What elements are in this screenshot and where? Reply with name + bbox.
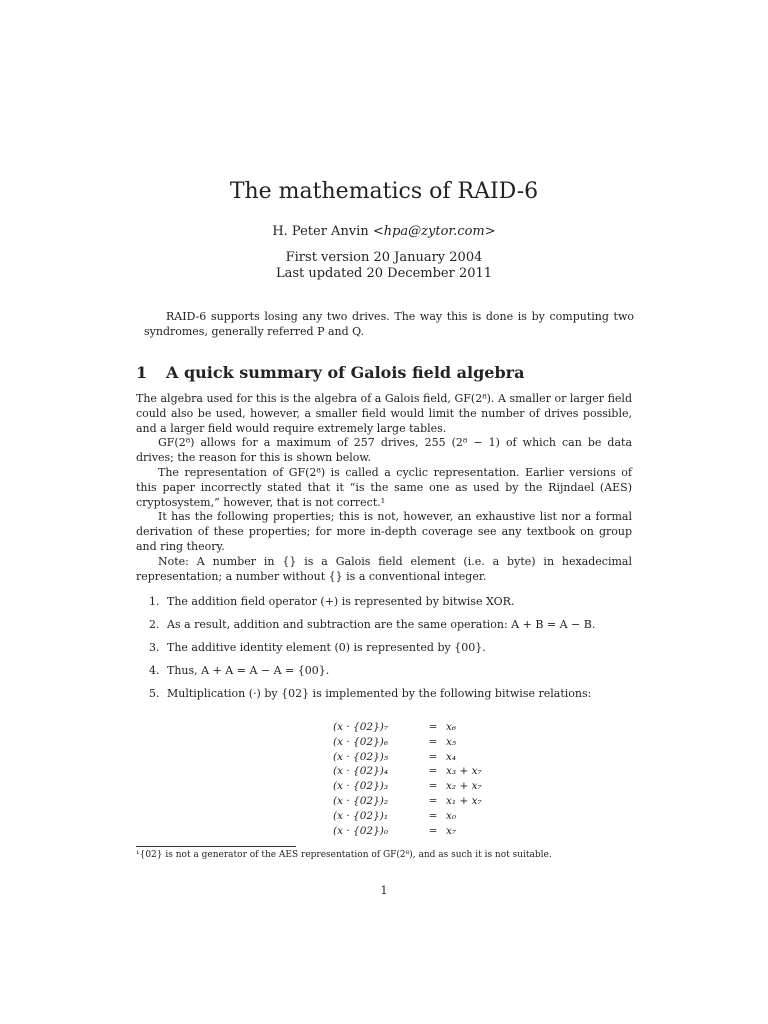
section-body [136,392,632,584]
equation-rhs: x₃ + x₇ [446,765,482,778]
equation-row [333,735,482,750]
equation-row [333,794,482,809]
paper-title: The mathematics of RAID-6 [229,179,539,204]
equation-lhs: (x · {02})₁ [333,809,389,822]
equation-row [333,809,482,824]
equation-lhs: (x · {02})₃ [333,780,389,793]
equation-rhs: x₂ + x₇ [446,780,482,793]
list-number: 3. [149,641,160,654]
list-text: As a result, addition and subtraction are the same operation: A + B = A − B. [167,618,596,631]
equation-lhs: (x · {02})₂ [333,794,389,807]
author-email: <hpa@zytor.com> [372,224,496,239]
equals-sign: = [428,721,438,733]
equals-sign: = [428,750,438,763]
equals-sign: = [428,765,438,778]
paragraph: Note: A number in {} is a Galois field element (i.e. a byte) in hexadecimal representation; a number without {} is a conventional integer. [136,554,632,583]
list-text: The addition field operator (+) is represented by bitwise XOR. [167,595,515,608]
equation-lhs: (x · {02})₄ [333,765,389,778]
first-version-date: First version 20 January 2004 [285,250,483,265]
paragraph: GF(2⁸) allows for a maximum of 257 drives, 255 (2⁸ − 1) of which can be data drives; the reason for this is shown below. [136,436,632,465]
list-item [149,641,639,664]
author-line [0,223,768,240]
equation-rhs: x₀ [446,809,457,822]
equation-rhs: x₆ [446,721,457,733]
properties-list [149,595,639,710]
equation-lhs: (x · {02})₀ [333,824,389,837]
paragraph: The algebra used for this is the algebra of a Galois field, GF(2⁸). A smaller or larger field could also be used, however, a smaller field would limit the number of drives possible, and a larger field would require extremely large tables. [136,392,632,435]
equation-row [333,720,482,735]
list-item [149,595,639,618]
list-text: Thus, A + A = A − A = {00}. [167,664,330,677]
author-name: H. Peter Anvin [272,224,369,239]
section-heading [136,362,636,384]
equals-sign: = [428,780,438,793]
equation-lhs: (x · {02})₅ [333,750,389,763]
equation-row [333,779,482,794]
list-text: Multiplication (·) by {02} is implemented by the following bitwise relations: [167,687,592,700]
list-item [149,664,639,687]
equation-row [333,764,482,779]
footnote-rule [136,846,296,847]
last-updated-date: Last updated 20 December 2011 [275,266,493,281]
list-item [149,618,639,641]
page-number: 1 [380,884,388,897]
list-number: 2. [149,618,160,631]
footnote: ¹{02} is not a generator of the AES representation of GF(2⁸), and as such it is not suitable. [136,850,552,860]
dates-block [0,250,768,282]
list-number: 4. [149,664,160,677]
abstract: RAID-6 supports losing any two drives. The way this is done is by computing two syndromes, generally referred P and Q. [144,310,634,338]
equals-sign: = [428,824,438,837]
section-title: A quick summary of Galois field algebra [166,363,525,382]
equals-sign: = [428,794,438,807]
equation-lhs: (x · {02})₆ [333,735,389,748]
equation-row [333,824,482,839]
section-number: 1 [136,363,148,382]
list-item [149,687,639,710]
equation-rhs: x₄ [446,750,457,763]
list-number: 5. [149,687,160,700]
equation-rhs: x₅ [446,735,457,748]
paragraph: The representation of GF(2⁸) is called a cyclic representation. Earlier versions of this paper incorrectly stated that it “is the same one as used by the Rijndael (AES) cryptosystem,” however, that is not correct.¹ [136,465,632,509]
equals-sign: = [428,735,438,748]
list-number: 1. [149,595,160,608]
paragraph: It has the following properties; this is not, however, an exhaustive list nor a formal derivation of these properties; for more in-depth coverage see any textbook on group and ring theory. [136,510,632,553]
equation-row [333,750,482,765]
list-text: The additive identity element (0) is represented by {00}. [167,641,486,654]
equation-rhs: x₇ [446,824,457,837]
equation-rhs: x₁ + x₇ [446,794,482,807]
equation-lhs: (x · {02})₇ [333,721,389,733]
equals-sign: = [428,809,438,822]
equation-array [333,720,482,838]
